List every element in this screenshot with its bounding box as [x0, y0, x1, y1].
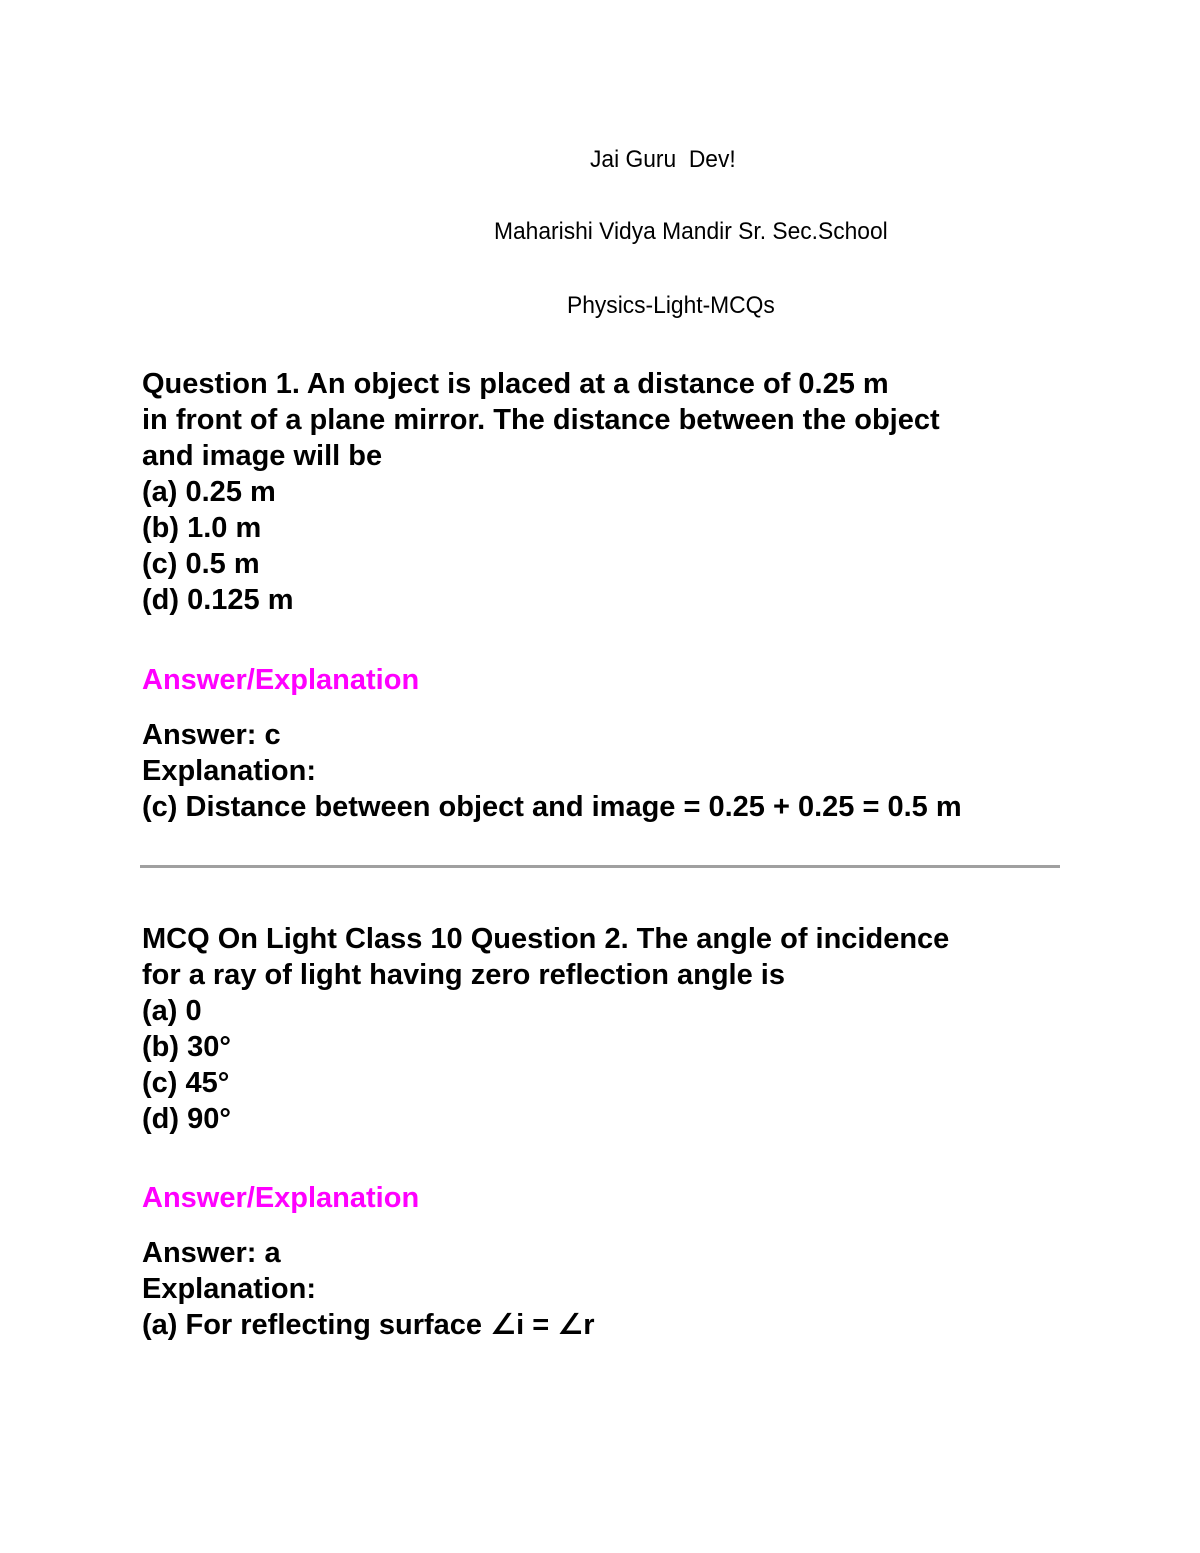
question-2-option-a: (a) 0: [142, 995, 202, 1027]
question-1-option-b: (b) 1.0 m: [142, 512, 262, 544]
question-2-text-line: for a ray of light having zero reflection angle is: [142, 959, 785, 991]
question-2-answer: Answer: a: [142, 1237, 281, 1269]
question-2-option-b: (b) 30°: [142, 1031, 231, 1063]
question-2-answer-block: [142, 1235, 594, 1343]
question-1-option-a: (a) 0.25 m: [142, 476, 276, 508]
question-1-text-line: and image will be: [142, 440, 383, 472]
question-2-option-d: (d) 90°: [142, 1103, 231, 1135]
question-2-option-c: (c) 45°: [142, 1067, 230, 1099]
question-1-text-line: Question 1. An object is placed at a distance of 0.25 m: [142, 368, 889, 400]
document-title: Physics-Light-MCQs: [567, 292, 775, 319]
question-1-explanation-label: Explanation:: [142, 755, 317, 787]
question-1-option-d: (d) 0.125 m: [142, 584, 294, 616]
question-1-answer: Answer: c: [142, 719, 281, 751]
question-2-answer-heading[interactable]: Answer/Explanation: [142, 1182, 420, 1214]
question-2-explanation: (a) For reflecting surface ∠i = ∠r: [142, 1309, 595, 1341]
question-2-explanation-label: Explanation:: [142, 1273, 317, 1305]
header-line-1: Jai Guru Dev!: [590, 146, 736, 173]
question-1-text-line: in front of a plane mirror. The distance between the object: [142, 404, 940, 436]
question-2: [142, 921, 949, 1137]
question-1: [142, 366, 940, 618]
question-2-text-line: MCQ On Light Class 10 Question 2. The angle of incidence: [142, 923, 950, 955]
question-1-option-c: (c) 0.5 m: [142, 548, 260, 580]
section-divider: [140, 865, 1060, 868]
question-1-answer-block: [142, 717, 962, 825]
question-1-answer-heading[interactable]: Answer/Explanation: [142, 664, 420, 696]
question-1-explanation: (c) Distance between object and image = 0.25 + 0.25 = 0.5 m: [142, 791, 962, 823]
school-name: Maharishi Vidya Mandir Sr. Sec.School: [494, 218, 888, 245]
